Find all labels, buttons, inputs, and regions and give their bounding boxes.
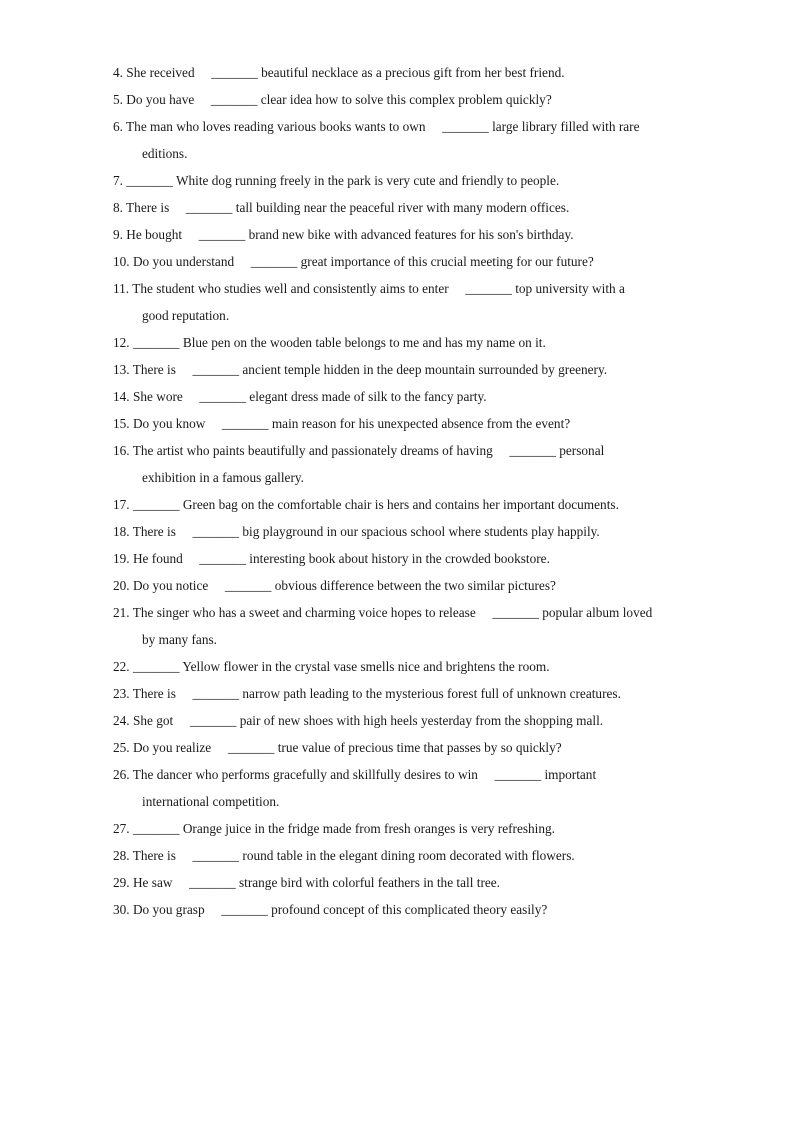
- question-item: [113, 383, 703, 410]
- question-suffix: large library filled with rare: [492, 119, 640, 134]
- question-prefix: 15. Do you know: [113, 416, 206, 431]
- answer-blank: _______: [211, 65, 258, 80]
- question-item: [113, 275, 703, 329]
- question-suffix: true value of precious time that passes by so quickly?: [277, 740, 562, 755]
- question-item: [113, 680, 703, 707]
- answer-blank: _______: [192, 686, 240, 701]
- question-suffix: narrow path leading to the mysterious forest full of unknown creatures.: [242, 686, 621, 701]
- question-suffix: pair of new shoes with high heels yesterday from the shopping mall.: [239, 713, 604, 728]
- question-suffix: Orange juice in the fridge made from fresh oranges is very refreshing.: [182, 821, 555, 836]
- question-item: [113, 410, 703, 437]
- question-suffix: interesting book about history in the crowded bookstore.: [249, 551, 550, 566]
- question-prefix: 17.: [113, 497, 130, 512]
- question-prefix: 9. He bought: [113, 227, 183, 242]
- question-item: [113, 653, 703, 680]
- question-suffix: Blue pen on the wooden table belongs to me and has my name on it.: [182, 335, 546, 350]
- question-item: [113, 59, 703, 86]
- answer-blank: _______: [250, 254, 298, 269]
- question-suffix: round table in the elegant dining room decorated with flowers.: [242, 848, 575, 863]
- question-item: [113, 545, 703, 572]
- answer-blank: _______: [224, 578, 272, 593]
- question-continuation: by many fans.: [142, 632, 217, 647]
- answer-blank: _______: [210, 92, 258, 107]
- question-prefix: 10. Do you understand: [113, 254, 235, 269]
- question-prefix: 13. There is: [113, 362, 176, 377]
- question-suffix: White dog running freely in the park is very cute and friendly to people.: [175, 173, 560, 188]
- question-prefix: 21. The singer who has a sweet and charming voice hopes to release: [113, 605, 476, 620]
- question-item: [113, 761, 703, 815]
- answer-blank: _______: [492, 605, 539, 620]
- question-continuation: exhibition in a famous gallery.: [142, 470, 304, 485]
- question-prefix: 23. There is: [113, 686, 176, 701]
- question-suffix: ancient temple hidden in the deep mountain surrounded by greenery.: [242, 362, 608, 377]
- question-item: [113, 356, 703, 383]
- question-prefix: 12.: [113, 335, 130, 350]
- question-item: [113, 734, 703, 761]
- question-item: [113, 113, 703, 167]
- answer-blank: _______: [192, 362, 240, 377]
- question-prefix: 16. The artist who paints beautifully and passionately dreams of having: [113, 443, 493, 458]
- question-item: [113, 707, 703, 734]
- answer-blank: _______: [199, 551, 246, 566]
- question-item: [113, 194, 703, 221]
- question-suffix: great importance of this crucial meeting for our future?: [300, 254, 594, 269]
- question-suffix: obvious difference between the two similar pictures?: [274, 578, 556, 593]
- answer-blank: _______: [132, 659, 180, 674]
- question-prefix: 28. There is: [113, 848, 176, 863]
- question-prefix: 6. The man who loves reading various books wants to own: [113, 119, 426, 134]
- answer-blank: _______: [494, 767, 542, 782]
- answer-blank: _______: [198, 227, 246, 242]
- question-list: [113, 59, 703, 923]
- question-suffix: elegant dress made of silk to the fancy party.: [249, 389, 487, 404]
- answer-blank: _______: [221, 416, 269, 431]
- question-suffix: strange bird with colorful feathers in the tall tree.: [238, 875, 500, 890]
- question-item: [113, 329, 703, 356]
- answer-blank: _______: [221, 902, 268, 917]
- question-prefix: 14. She wore: [113, 389, 183, 404]
- answer-blank: _______: [465, 281, 512, 296]
- question-item: [113, 842, 703, 869]
- answer-blank: _______: [132, 821, 180, 836]
- question-continuation: international competition.: [142, 794, 280, 809]
- question-item: [113, 815, 703, 842]
- question-prefix: 22.: [113, 659, 130, 674]
- question-prefix: 11. The student who studies well and consistently aims to enter: [113, 281, 449, 296]
- question-item: [113, 221, 703, 248]
- question-suffix: clear idea how to solve this complex problem quickly?: [260, 92, 552, 107]
- question-suffix: tall building near the peaceful river with many modern offices.: [235, 200, 570, 215]
- answer-blank: _______: [199, 389, 246, 404]
- question-suffix: profound concept of this complicated theory easily?: [271, 902, 548, 917]
- question-suffix: important: [544, 767, 597, 782]
- question-suffix: popular album loved: [542, 605, 653, 620]
- answer-blank: _______: [442, 119, 489, 134]
- question-continuation: editions.: [142, 146, 188, 161]
- question-item: [113, 248, 703, 275]
- question-suffix: Yellow flower in the crystal vase smells nice and brightens the room.: [182, 659, 550, 674]
- question-item: [113, 599, 703, 653]
- question-suffix: personal: [559, 443, 605, 458]
- question-continuation: good reputation.: [142, 308, 230, 323]
- question-item: [113, 86, 703, 113]
- answer-blank: _______: [192, 848, 240, 863]
- question-suffix: beautiful necklace as a precious gift from her best friend.: [261, 65, 565, 80]
- answer-blank: _______: [126, 173, 173, 188]
- question-prefix: 25. Do you realize: [113, 740, 212, 755]
- answer-blank: _______: [227, 740, 275, 755]
- question-suffix: big playground in our spacious school where students play happily.: [242, 524, 600, 539]
- question-prefix: 27.: [113, 821, 130, 836]
- question-prefix: 7.: [113, 173, 123, 188]
- question-item: [113, 572, 703, 599]
- question-item: [113, 167, 703, 194]
- question-prefix: 19. He found: [113, 551, 183, 566]
- question-item: [113, 869, 703, 896]
- question-item: [113, 896, 703, 923]
- answer-blank: _______: [185, 200, 233, 215]
- answer-blank: _______: [132, 335, 180, 350]
- question-prefix: 20. Do you notice: [113, 578, 209, 593]
- question-prefix: 26. The dancer who performs gracefully and skillfully desires to win: [113, 767, 478, 782]
- answer-blank: _______: [189, 875, 236, 890]
- question-prefix: 5. Do you have: [113, 92, 195, 107]
- question-prefix: 4. She received: [113, 65, 195, 80]
- question-prefix: 18. There is: [113, 524, 176, 539]
- answer-blank: _______: [192, 524, 240, 539]
- answer-blank: _______: [132, 497, 180, 512]
- answer-blank: _______: [189, 713, 237, 728]
- question-item: [113, 437, 703, 491]
- question-item: [113, 518, 703, 545]
- question-prefix: 29. He saw: [113, 875, 173, 890]
- question-suffix: brand new bike with advanced features for his son's birthday.: [248, 227, 574, 242]
- question-suffix: top university with a: [515, 281, 625, 296]
- question-suffix: Green bag on the comfortable chair is hers and contains her important documents.: [182, 497, 619, 512]
- question-item: [113, 491, 703, 518]
- question-prefix: 8. There is: [113, 200, 170, 215]
- answer-blank: _______: [509, 443, 556, 458]
- question-prefix: 30. Do you grasp: [113, 902, 205, 917]
- question-suffix: main reason for his unexpected absence from the event?: [271, 416, 571, 431]
- question-prefix: 24. She got: [113, 713, 174, 728]
